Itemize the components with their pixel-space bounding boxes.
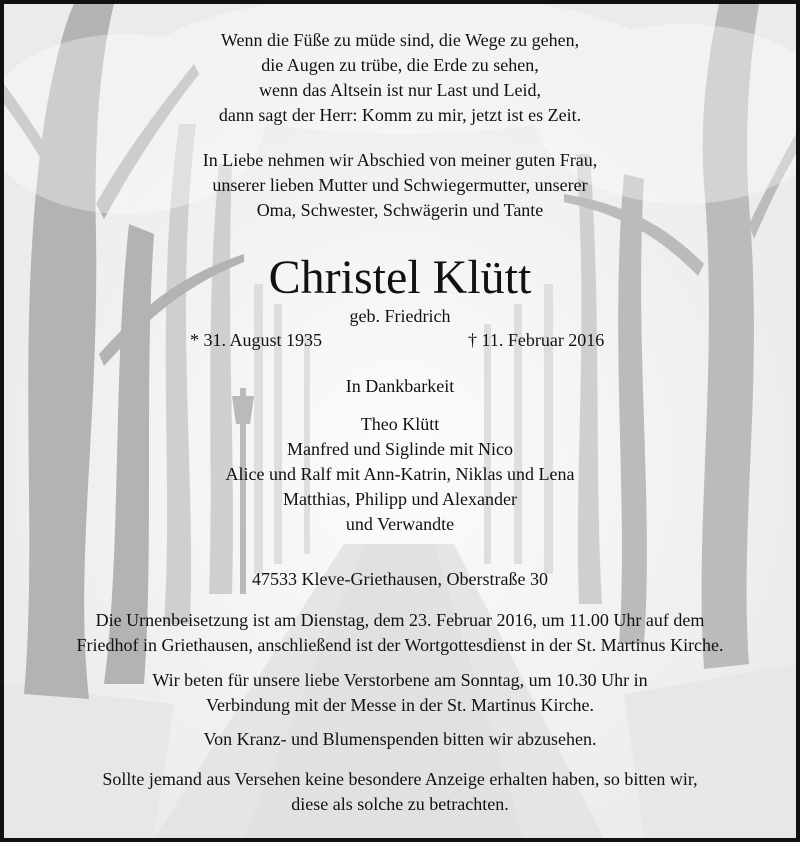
poem-line: die Augen zu trübe, die Erde zu sehen,	[261, 55, 539, 75]
mourner-line: Theo Klütt	[360, 414, 440, 434]
intro-line: unserer lieben Mutter und Schwiegermutter, unserer	[212, 175, 588, 195]
poem-line: wenn das Altsein ist nur Last und Leid,	[259, 80, 541, 100]
closing-note	[4, 767, 796, 817]
burial-line: Die Urnenbeisetzung ist am Dienstag, dem 23. Februar 2016, um 11.00 Uhr auf dem	[95, 610, 705, 630]
poem-line: dann sagt der Herr: Komm zu mir, jetzt ist es Zeit.	[218, 105, 582, 125]
closing-line: Sollte jemand aus Versehen keine besondere Anzeige erhalten haben, so bitten wir,	[102, 769, 698, 789]
closing-line: diese als solche zu betrachten.	[291, 794, 509, 814]
mass-line: Wir beten für unsere liebe Verstorbene am Sonntag, um 10.30 Uhr in	[152, 670, 648, 690]
deceased-name: Christel Klütt	[268, 251, 532, 304]
mourning-address: 47533 Kleve-Griethausen, Oberstraße 30	[252, 569, 548, 589]
mass-line: Verbindung mit der Messe in der St. Martinus Kirche.	[206, 695, 594, 715]
mourner-line: Alice und Ralf mit Ann-Katrin, Niklas und Lena	[225, 464, 575, 484]
maiden-name: geb. Friedrich	[349, 306, 451, 326]
memorial-poem	[4, 28, 796, 128]
birth-date: * 31. August 1935	[190, 330, 323, 350]
mourner-line: Matthias, Philipp und Alexander	[283, 489, 517, 509]
intro-line: Oma, Schwester, Schwägerin und Tante	[256, 200, 544, 220]
mourner-line: und Verwandte	[345, 514, 455, 534]
mourner-line: Manfred und Siglinde mit Nico	[287, 439, 513, 459]
thanks-heading: In Dankbarkeit	[345, 376, 455, 396]
burial-line: Friedhof in Griethausen, anschließend ist der Wortgottesdienst in der St. Martinus Kirche.	[76, 635, 724, 655]
burial-info	[4, 608, 796, 658]
death-date: † 11. Februar 2016	[468, 330, 605, 350]
farewell-intro	[4, 148, 796, 223]
mass-info	[4, 668, 796, 718]
intro-line: In Liebe nehmen wir Abschied von meiner guten Frau,	[202, 150, 598, 170]
flowers-note: Von Kranz- und Blumenspenden bitten wir abzusehen.	[203, 729, 597, 749]
mourners-list	[4, 412, 796, 537]
poem-line: Wenn die Füße zu müde sind, die Wege zu gehen,	[220, 30, 580, 50]
